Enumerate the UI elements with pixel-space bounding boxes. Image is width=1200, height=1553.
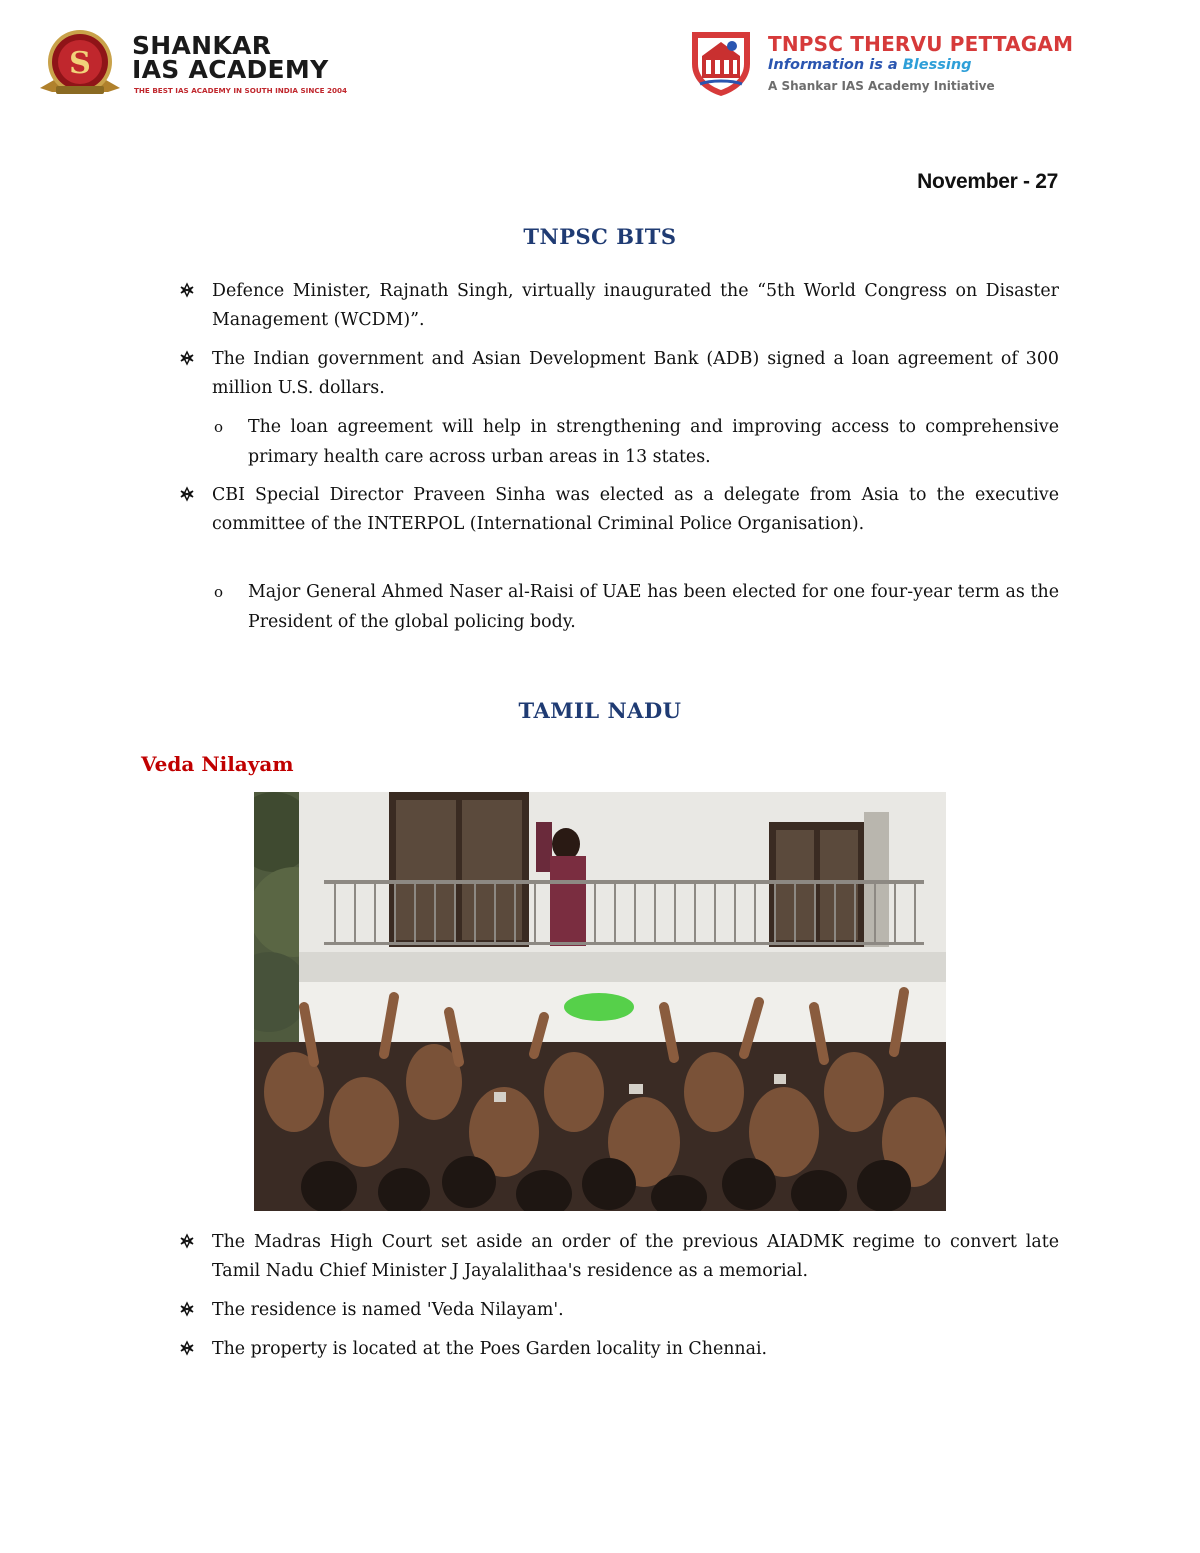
diamond-bullet-icon <box>176 481 198 510</box>
academy-name <box>132 31 329 84</box>
bullet-text: The Indian government and Asian Development Bank (ADB) signed a loan agreement of 300 million U.S. dollars. <box>212 349 1059 398</box>
pettagam-subtitle-end: Blessing <box>902 57 972 73</box>
circle-bullet-icon: o <box>214 583 224 601</box>
bullet-text: The Madras High Court set aside an order of the previous AIADMK regime to convert late Tamil Nadu Chief Minister J Jayalalithaa's residence as a memorial. <box>212 1232 1059 1281</box>
diamond-bullet-icon <box>176 1296 198 1325</box>
diamond-bullet-icon <box>176 277 198 306</box>
diamond-bullet-icon <box>176 1228 198 1257</box>
shankar-seal-icon <box>38 26 122 106</box>
veda-nilayam-photo <box>254 792 946 1211</box>
topic-title: Veda Nilayam <box>141 752 294 776</box>
pettagam-subtitle-start: Information is a <box>768 57 903 73</box>
academy-name-line1: SHANKAR <box>132 31 272 60</box>
pettagam-initiative: A Shankar IAS Academy Initiative <box>768 79 995 93</box>
page-date: November - 27 <box>917 170 1058 193</box>
pettagam-shield-icon <box>688 28 754 98</box>
pettagam-subtitle <box>768 57 972 73</box>
bullet-text: The residence is named 'Veda Nilayam'. <box>212 1300 564 1320</box>
section-heading-tamil-nadu: TAMIL NADU <box>518 698 682 723</box>
academy-tagline: THE BEST IAS ACADEMY IN SOUTH INDIA SINCE 2004 <box>134 86 348 95</box>
pettagam-title: TNPSC THERVU PETTAGAM <box>768 32 1074 56</box>
bullet-text: The property is located at the Poes Garden locality in Chennai. <box>212 1339 768 1359</box>
section-heading-bits: TNPSC BITS <box>523 224 677 249</box>
sub-bullet-text: Major General Ahmed Naser al-Raisi of UAE has been elected for one four-year term as the President of the global policing body. <box>248 582 1059 632</box>
bullet-item <box>176 481 1059 539</box>
bullet-item <box>176 345 1059 403</box>
academy-name-line2: IAS ACADEMY <box>132 55 329 84</box>
sub-bullet-text: The loan agreement will help in strengthening and improving access to comprehensive primary health care across urban areas in 13 states. <box>248 417 1059 467</box>
shankar-ias-logo <box>38 26 368 108</box>
diamond-bullet-icon <box>176 1335 198 1364</box>
bullet-item <box>176 1296 1059 1325</box>
circle-bullet-icon: o <box>214 418 224 436</box>
sub-bullet-item <box>214 412 1059 472</box>
thervu-pettagam-logo <box>688 28 1148 100</box>
diamond-bullet-icon <box>176 345 198 374</box>
bullet-text: Defence Minister, Rajnath Singh, virtually inaugurated the “5th World Congress on Disaster Management (WCDM)”. <box>212 281 1059 330</box>
sub-bullet-item <box>214 577 1059 637</box>
bullet-item <box>176 1335 1059 1364</box>
bullet-item <box>176 1228 1059 1286</box>
bullet-text: CBI Special Director Praveen Sinha was elected as a delegate from Asia to the executive committee of the INTERPOL (International Criminal Police Organisation). <box>212 485 1059 534</box>
seal-letter: S <box>69 46 91 81</box>
bullet-item <box>176 277 1059 335</box>
